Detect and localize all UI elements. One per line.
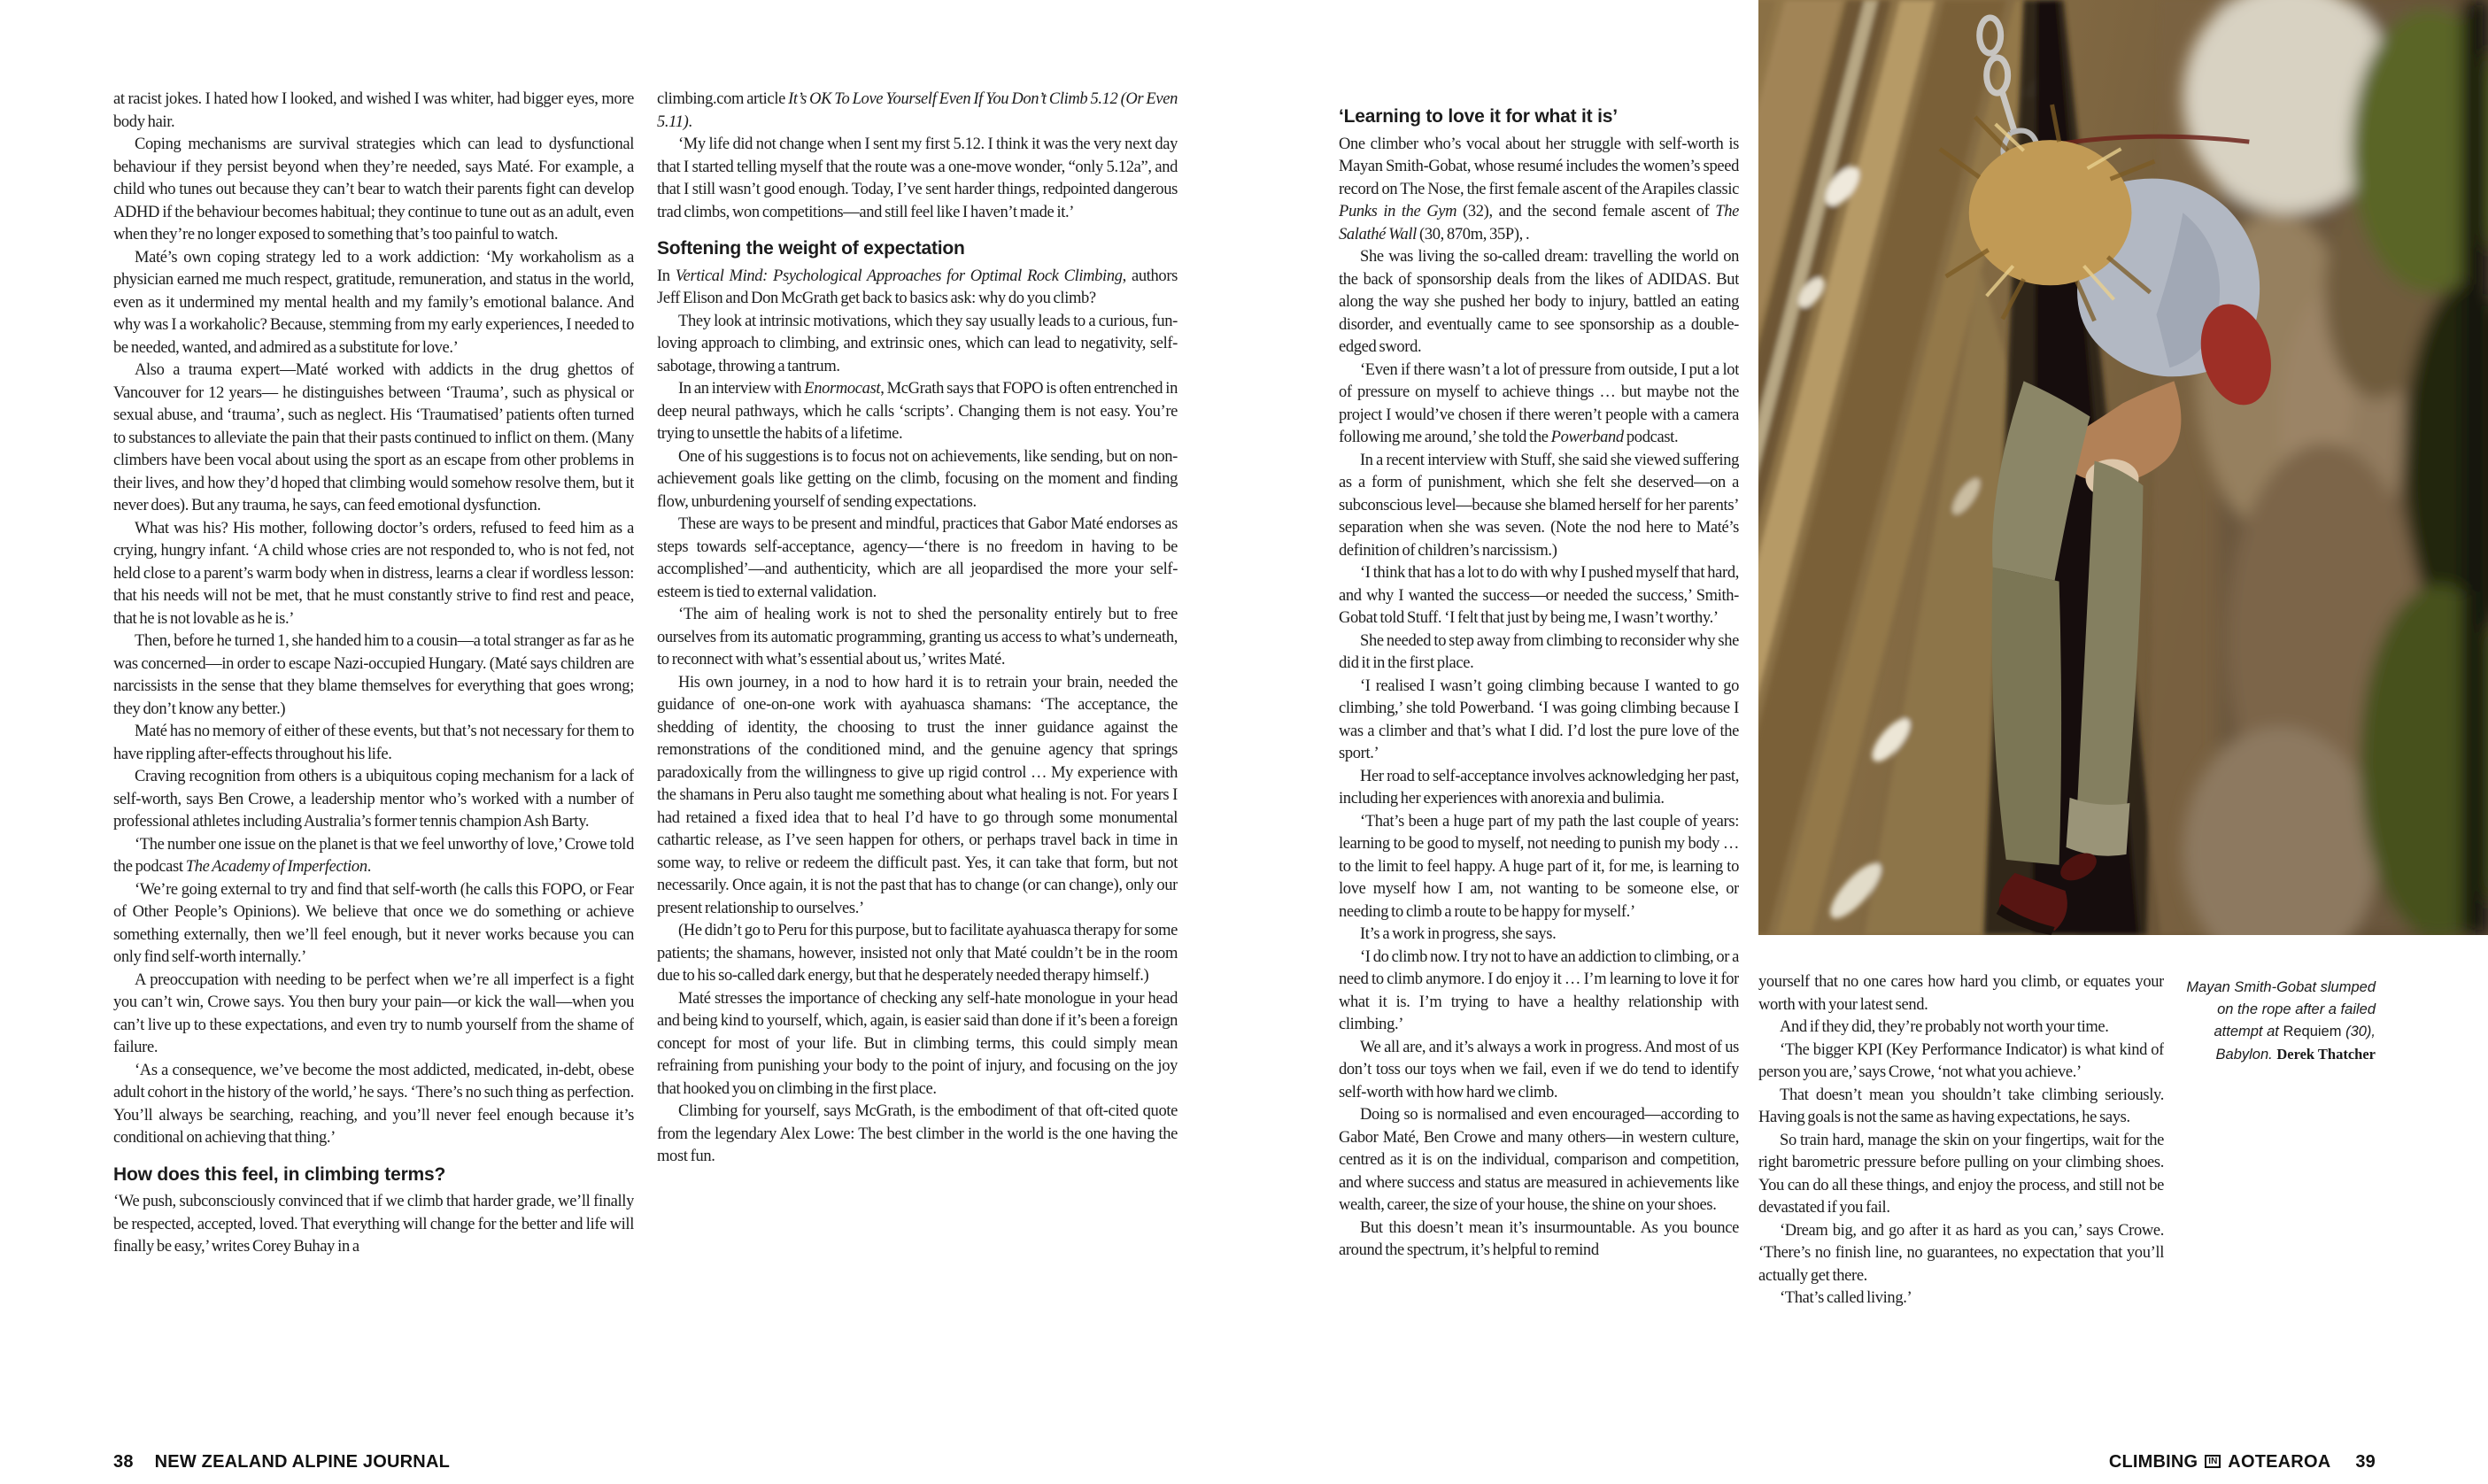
body-paragraph: Maté has no memory of either of these events, but that’s not necessary for them to have rippling after-effects throughout his life. (113, 723, 634, 763)
body-paragraph: ‘We’re going external to try and find that self-worth (he calls this FOPO, or Fear of Other People’s Opinions). We believe that once we do something or achieve something externally, then we’ll feel enough, but it never works because you can only find self-worth internally.’ (113, 880, 634, 966)
body-paragraph: Craving recognition from others is a ubiquitous coping mechanism for a lack of self-worth, says Ben Crowe, a leadership mentor who’s worked with a number of professional athletes including Australia’s former tennis champion Ash Barty. (113, 768, 634, 831)
footer-left (0, 1445, 1244, 1484)
body-paragraph: His own journey, in a nod to how hard it is to retrain your brain, needed the guidance of one-on-one work with ayahuasca shamans: ‘The acceptance, the shedding of identity, the choosing to trust the inner guidance against the remonstrations of the conditioned mind, and the genuine agency that springs paradoxically from the willingness to give up rigid control … My experience with the shamans in Peru also taught me something about what healing is not. For years I had retained a fixed idea that to heal I’d have to go through some monumental cathartic release, as I’ve seen happen for others, or perhaps travel back in time in some way, to relive or redeem the difficult past. Yes, it can take that form, but not necessarily. Once again, it is not the past that has to change (or can change), only our present relationship to ourselves.’ (657, 673, 1178, 917)
body-paragraph: A preoccupation with needing to be perfect when we’re all imperfect is a fight you can’t win, Crowe says. You then bury your pain—or kick the wall—when you can’t live up to these expectations, and even try to numb yourself from the shame of failure. (113, 970, 634, 1056)
journal-title: NEW ZEALAND ALPINE JOURNAL (154, 1452, 451, 1472)
body-paragraph: We all are, and it’s always a work in progress. And most of us don’t toss our toys when we fail, even if we do tend to identify self-worth with how hard we climb. (1339, 1038, 1739, 1101)
climber-photo (1758, 0, 2488, 935)
section-title-pre: CLIMBING (2108, 1452, 2198, 1472)
body-paragraph: climbing.com article It’s OK To Love Yourself Even If You Don’t Climb 5.12 (Or Even 5.11). (657, 90, 1178, 131)
body-paragraph: Also a trauma expert—Maté worked with addicts in the drug ghettos of Vancouver for 12 years— he distinguishes between ‘Trauma’, such as physical or sexual abuse, and ‘trauma’, such as neglect. His ‘Traumatised’ patients often turned to substances to alleviate the pain that their pasts continued to inflict on them. (Many climbers have been vocal about using the sport as an escape from other problems in their lives, and how they’d hoped that climbing would somehow resolve them, but it never does). But any trauma, he says, can feed emotional dysfunction. (113, 361, 634, 514)
section-heading: ‘Learning to love it for what it is’ (1339, 106, 1618, 127)
text-column-1 (113, 89, 634, 1427)
body-paragraph: Maté stresses the importance of checking any self-hate monologue in your head and being kind to yourself, which, again, is easier said than done if it’s been a foreign concept for most of your life. But in climbing terms, this could simply mean refraining from punishing your body to the point of injury, and focusing on the joy that hooked you on climbing in the first place. (657, 989, 1178, 1098)
body-paragraph: ‘That’s been a huge part of my path the last couple of years: learning to be good to myself, not needing to punish my body … to the limit to feel happy. A huge part of it, for me, is learning to love myself how I am, not wanting to be someone else, or needing to climb a route to be happy for myself.’ (1339, 812, 1739, 921)
body-paragraph: ‘The bigger KPI (Key Performance Indicator) is what kind of person you are,’ says Crowe, ‘not what you achieve.’ (1758, 1040, 2164, 1081)
footer-right (1244, 1445, 2488, 1484)
body-paragraph: Coping mechanisms are survival strategies which can lead to dysfunctional behaviour if they persist beyond when they’re needed, says Maté. For example, a child who tunes out because they can’t bear to watch their parents fight can develop ADHD if the behaviour becomes habitual; they continue to tune out as an adult, even when they’re no longer exposed to something that’s too painful to watch. (113, 135, 634, 243)
body-paragraph: Climbing for yourself, says McGrath, is the embodiment of that oft-cited quote from the legendary Alex Lowe: The best climber in the world is the one having the most fun. (657, 1102, 1178, 1165)
section-heading: Softening the weight of expectation (657, 238, 965, 259)
body-paragraph: It’s a work in progress, she says. (1360, 925, 1557, 943)
body-paragraph: Then, before he turned 1, she handed him to a cousin—a total stranger as far as he was concerned—in order to escape Nazi-occupied Hungary. (Maté says children are narcissists in the sense that they blame themselves for everything that goes wrong; they don’t know any better.) (113, 632, 634, 718)
body-paragraph: So train hard, manage the skin on your fingertips, wait for the right barometric pressure before pulling on your climbing shoes. You can do all these things, and enjoy the process, and still not be devastated if you fail. (1758, 1131, 2164, 1217)
climber-photo-illustration (1758, 0, 2488, 935)
body-paragraph: Maté’s own coping strategy led to a work addiction: ‘My workaholism as a physician earned me much respect, gratitude, remuneration, and status in the world, even as it undermined my mental health and my family’s emotional balance. And why was I a workaholic? Because, stemming from my early experiences, I needed to be needed, wanted, and admired as a substitute for love.’ (113, 248, 634, 357)
body-paragraph: ‘The aim of healing work is not to shed the personality entirely but to free ourselves from its automatic programming, granting us access to what’s underneath, to reconnect with what’s essential about us,’ writes Maté. (657, 606, 1178, 669)
body-paragraph: ‘Dream big, and go after it as hard as you can,’ says Crowe. ‘There’s no finish line, no guarantees, no expectation that you’ll actually get there. (1758, 1221, 2164, 1285)
body-paragraph: ‘The number one issue on the planet is that we feel unworthy of love,’ Crowe told the podcast The Academy of Imperfection. (113, 835, 634, 876)
body-paragraph: ‘I realised I wasn’t going climbing because I wanted to go climbing,’ she told Powerband. ‘I was going climbing because I was a climber and that’s what I did. I’d lost the pure love of the sport.’ (1339, 676, 1739, 762)
body-paragraph: In Vertical Mind: Psychological Approaches for Optimal Rock Climbing, authors Jeff Elison and Don McGrath get back to basics ask: why do you climb? (657, 267, 1178, 307)
body-paragraph: at racist jokes. I hated how I looked, and wished I was whiter, had bigger eyes, more body hair. (113, 90, 634, 131)
body-paragraph: ‘We push, subconsciously convinced that if we climb that harder grade, we’ll finally be respected, accepted, loved. That everything will change for the better and life will finally be easy,’ writes Corey Buhay in a (113, 1193, 634, 1256)
body-paragraph: yourself that no one cares how hard you climb, or equates your worth with your latest send. (1758, 973, 2164, 1014)
photo-caption (2167, 977, 2376, 1066)
body-paragraph: Her road to self-acceptance involves acknowledging her past, including her experiences with anorexia and bulimia. (1339, 767, 1739, 808)
body-paragraph: ‘My life did not change when I sent my first 5.12. I think it was the very next day that I started telling myself that the route was a one-move wonder, “only 5.12a”, and that I still wasn’t good enough. Today, I’ve sent harder things, redpointed dangerous trad climbs, won competitions—and still feel like I haven’t made it.’ (657, 135, 1178, 221)
text-column-2 (657, 89, 1178, 1427)
body-paragraph: ‘That’s called living.’ (1780, 1289, 1912, 1307)
body-paragraph: One of his suggestions is to focus not on achievements, like sending, but on non-achievement goals like getting on the climb, focusing on the moment and finding flow, unburdening yourself of sending expectations. (657, 447, 1178, 511)
body-paragraph: She needed to step away from climbing to reconsider why she did it in the first place. (1339, 631, 1739, 672)
body-paragraph: (He didn’t go to Peru for this purpose, but to facilitate ayahuasca therapy for some patients; the shamans, however, insisted not only that Maté couldn’t be in the room due to his so-called dark energy, but that he desperately needed therapy himself.) (657, 922, 1178, 985)
photo-caption-text: Mayan Smith-Gobat slumped on the rope after a failed attempt at Requiem (30), Babylon. (2186, 979, 2376, 1063)
body-paragraph: They look at intrinsic motivations, which they say usually leads to a curious, fun-loving approach to climbing, and extrinsic ones, which can lead to negativity, self-sabotage, throwing a tantrum. (657, 312, 1178, 375)
body-paragraph: But this doesn’t mean it’s insurmountable. As you bounce around the spectrum, it’s helpful to remind (1339, 1218, 1739, 1259)
page-number-left: 38 (113, 1452, 134, 1472)
body-paragraph: Doing so is normalised and even encouraged—according to Gabor Maté, Ben Crowe and many others—in western culture, centred as it is on the individual, comparison and competition, and where success and status are measured in achievements like wealth, career, the size of your house, the shine on your shoes. (1339, 1106, 1739, 1214)
body-paragraph: ‘I do climb now. I try not to have an addiction to climbing, or a need to climb anymore. I do enjoy it … I’m learning to love it for what it is. I’m trying to have a healthy relationship with climbing.’ (1339, 947, 1739, 1033)
body-paragraph: In a recent interview with Stuff, she said she viewed suffering as a form of punishment, which she felt she deserved—on a subconscious level—because she blamed herself for her parents’ separation when she was seven. (Note the nod here to Maté’s definition of children’s narcissism.) (1339, 451, 1739, 560)
body-paragraph: And if they did, they’re probably not worth your time. (1780, 1018, 2109, 1036)
page-number-right: 39 (2355, 1452, 2376, 1472)
text-column-4 (1758, 971, 2164, 1436)
body-paragraph: ‘Even if there wasn’t a lot of pressure from outside, I put a lot of pressure on myself to achieve things … but maybe not the project I would’ve chosen if there weren’t people with a camera following me around,’ she told the Powerband podcast. (1339, 360, 1739, 446)
body-paragraph: These are ways to be present and mindful, practices that Gabor Maté endorses as steps towards self-acceptance, agency—‘there is no freedom in having to be accomplished’—and authenticity, which are all jeopardised the more your self-esteem is tied to external validation. (657, 515, 1178, 601)
body-paragraph: ‘As a consequence, we’ve become the most addicted, medicated, in-debt, obese adult cohort in the history of the world,’ he says. ‘There’s no such thing as perfection. You’ll always be searching, reaching, and you’ll never feel enough because it’s conditional on achieving that thing.’ (113, 1061, 634, 1147)
text-column-3 (1339, 92, 1739, 1427)
body-paragraph: She was living the so-called dream: travelling the world on the back of sponsorship deals from the likes of ADIDAS. But along the way she pushed her body to injury, battled an eating disorder, and eventually came to see sponsorship as a double-edged sword. (1339, 248, 1739, 356)
body-paragraph: One climber who’s vocal about her struggle with self-worth is Mayan Smith-Gobat, whose resumé includes the women’s speed record on The Nose, the first female ascent of the Arapiles classic Punks in the Gym (32), and the second female ascent of The Salathé Wall (30, 870m, 35P), . (1339, 135, 1739, 243)
section-heading: How does this feel, in climbing terms? (113, 1163, 446, 1185)
photo-credit: Derek Thatcher (2276, 1046, 2376, 1063)
body-paragraph: In an interview with Enormocast, McGrath says that FOPO is often entrenched in deep neural pathways, which he calls ‘scripts’. Changing them is not easy. You’re trying to unsettle the habits of a lifetime. (657, 380, 1178, 443)
in-badge: IN (2205, 1455, 2221, 1468)
body-paragraph: That doesn’t mean you shouldn’t take climbing seriously. Having goals is not the same as having expectations, he says. (1758, 1086, 2164, 1126)
body-paragraph: ‘I think that has a lot to do with why I pushed myself that hard, and why I wanted the success—or needed the success,’ Smith-Gobat told Stuff. ‘I felt that just by being me, I wasn’t worthy.’ (1339, 564, 1739, 627)
body-paragraph: What was his? His mother, following doctor’s orders, refused to feed him as a crying, hungry infant. ‘A child whose cries are not responded to, who is not fed, not held close to a parent’s warm body when in distress, learns a clear if wordless lesson: that his needs will not be met, that he must constantly strive to find rest and peace, that he is not lovable as he is.’ (113, 519, 634, 628)
section-title-post: AOTEAROA (2228, 1452, 2331, 1472)
